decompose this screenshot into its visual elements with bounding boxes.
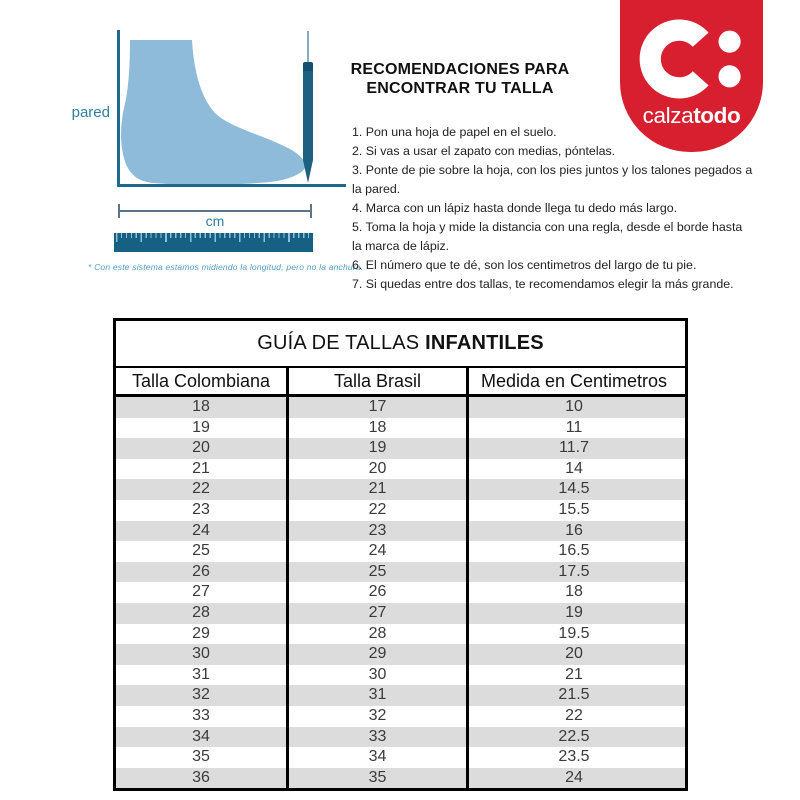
step-item: 2. Si vas a usar el zapato con medias, póntelas.: [352, 144, 616, 158]
column-header-centimetros: Medida en Centimetros: [466, 368, 679, 394]
table-cell: 22: [192, 480, 210, 498]
recommendations-title-line2: ENCONTRAR TU TALLA: [366, 80, 554, 97]
wordmark-bold: todo: [693, 103, 741, 128]
table-cell: 32: [192, 686, 210, 704]
table-cell: 27: [286, 603, 466, 624]
table-cell: 35: [192, 748, 210, 766]
table-cell: 17: [286, 397, 466, 418]
recommendations-title-line1: RECOMENDACIONES PARA: [350, 61, 570, 78]
table-cell: 11: [466, 418, 679, 439]
table-cell: 16.5: [466, 541, 679, 562]
table-cell: 34: [286, 747, 466, 768]
table-cell: 19: [286, 438, 466, 459]
column-header-brasil: Talla Brasil: [286, 368, 466, 394]
table-cell: 25: [286, 562, 466, 583]
ruler-icon: [114, 233, 313, 252]
table-cell: 19.5: [466, 624, 679, 645]
table-cell: 11.7: [466, 438, 679, 459]
table-cell: 19: [466, 603, 679, 624]
table-cell: 28: [286, 624, 466, 645]
table-cell: 21: [286, 479, 466, 500]
table-row: [116, 479, 685, 500]
table-cell: 16: [466, 521, 679, 542]
table-cell: 21: [466, 665, 679, 686]
wall-label: pared: [71, 104, 110, 121]
table-row: [116, 500, 685, 521]
table-cell: 14: [466, 459, 679, 480]
table-cell: 34: [192, 727, 210, 745]
table-cell: 29: [192, 624, 210, 642]
table-cell: 31: [192, 665, 210, 683]
table-cell: 10: [466, 397, 679, 418]
recommendations-title: [340, 60, 580, 98]
table-cell: 23: [192, 500, 210, 518]
step-item: 3. Ponte de pie sobre la hoja, con los pies juntos y los talones pegados a la pared.: [352, 163, 753, 196]
step-item: 7. Si quedas entre dos tallas, te recomendamos elegir la más grande.: [352, 277, 734, 291]
size-table: [113, 318, 688, 791]
table-row: [116, 418, 685, 439]
table-cell: 33: [286, 727, 466, 748]
pencil-tip-icon: [303, 160, 313, 183]
table-cell: 24: [192, 521, 210, 539]
step-item: 5. Toma la hoja y mide la distancia con una regla, desde el borde hasta la marca de lápiz.: [352, 220, 743, 253]
size-table-body: [116, 397, 685, 788]
table-cell: 18: [286, 418, 466, 439]
step-item: 4. Marca con un lápiz hasta donde llega tu dedo más largo.: [352, 201, 678, 215]
table-cell: 19: [192, 418, 210, 436]
step-item: 6. El número que te dé, son los centimetros del largo de tu pie.: [352, 258, 697, 272]
table-cell: 20: [286, 459, 466, 480]
table-cell: 20: [192, 439, 210, 457]
table-row: [116, 665, 685, 686]
table-row: [116, 459, 685, 480]
table-row: [116, 624, 685, 645]
size-table-header: [116, 368, 685, 397]
table-cell: 24: [466, 768, 679, 789]
foot-illustration: [120, 40, 312, 186]
title-bold: INFANTILES: [425, 332, 544, 354]
dimension-line: [118, 210, 312, 212]
table-cell: 32: [286, 706, 466, 727]
table-cell: 14.5: [466, 479, 679, 500]
table-cell: 35: [286, 768, 466, 789]
table-cell: 22.5: [466, 727, 679, 748]
calzatodo-logo: [620, 0, 763, 152]
table-row: [116, 541, 685, 562]
table-row: [116, 603, 685, 624]
table-cell: 28: [192, 603, 210, 621]
table-cell: 18: [466, 582, 679, 603]
table-cell: 15.5: [466, 500, 679, 521]
column-header-colombiana: Talla Colombiana: [131, 371, 271, 391]
table-row: [116, 706, 685, 727]
table-row: [116, 521, 685, 542]
diagram-footnote: * Con este sistema estamos midiendo la longitud, pero no la anchura.: [88, 262, 364, 272]
table-row: [116, 644, 685, 665]
table-cell: 22: [466, 706, 679, 727]
pencil-icon: [303, 71, 313, 160]
step-item: 1. Pon una hoja de papel en el suelo.: [352, 125, 557, 139]
table-row: [116, 562, 685, 583]
table-cell: 36: [192, 768, 210, 786]
calzatodo-monogram-icon: [620, 17, 763, 106]
table-cell: 24: [286, 541, 466, 562]
table-cell: 30: [286, 665, 466, 686]
size-table-title: [116, 321, 685, 368]
table-row: [116, 582, 685, 603]
table-cell: 18: [192, 398, 210, 415]
table-cell: 17.5: [466, 562, 679, 583]
table-row: [116, 685, 685, 706]
table-cell: 20: [466, 644, 679, 665]
table-cell: 33: [192, 706, 210, 724]
table-cell: 26: [286, 582, 466, 603]
table-row: [116, 747, 685, 768]
table-cell: 30: [192, 645, 210, 663]
calzatodo-wordmark: [620, 103, 763, 129]
cm-label: cm: [205, 213, 225, 229]
table-cell: 21: [192, 459, 210, 477]
table-cell: 23: [286, 521, 466, 542]
table-cell: 21.5: [466, 685, 679, 706]
table-cell: 25: [192, 542, 210, 560]
wordmark-regular: calza: [642, 103, 694, 128]
table-row: [116, 438, 685, 459]
table-cell: 22: [286, 500, 466, 521]
table-cell: 29: [286, 644, 466, 665]
table-cell: 31: [286, 685, 466, 706]
table-row: [116, 727, 685, 748]
title-regular: GUÍA DE TALLAS: [257, 332, 426, 354]
table-cell: 23.5: [466, 747, 679, 768]
floor-line: [117, 184, 346, 187]
table-row: [116, 768, 685, 789]
table-row: [116, 397, 685, 418]
table-cell: 26: [192, 562, 210, 580]
table-cell: 27: [192, 583, 210, 601]
